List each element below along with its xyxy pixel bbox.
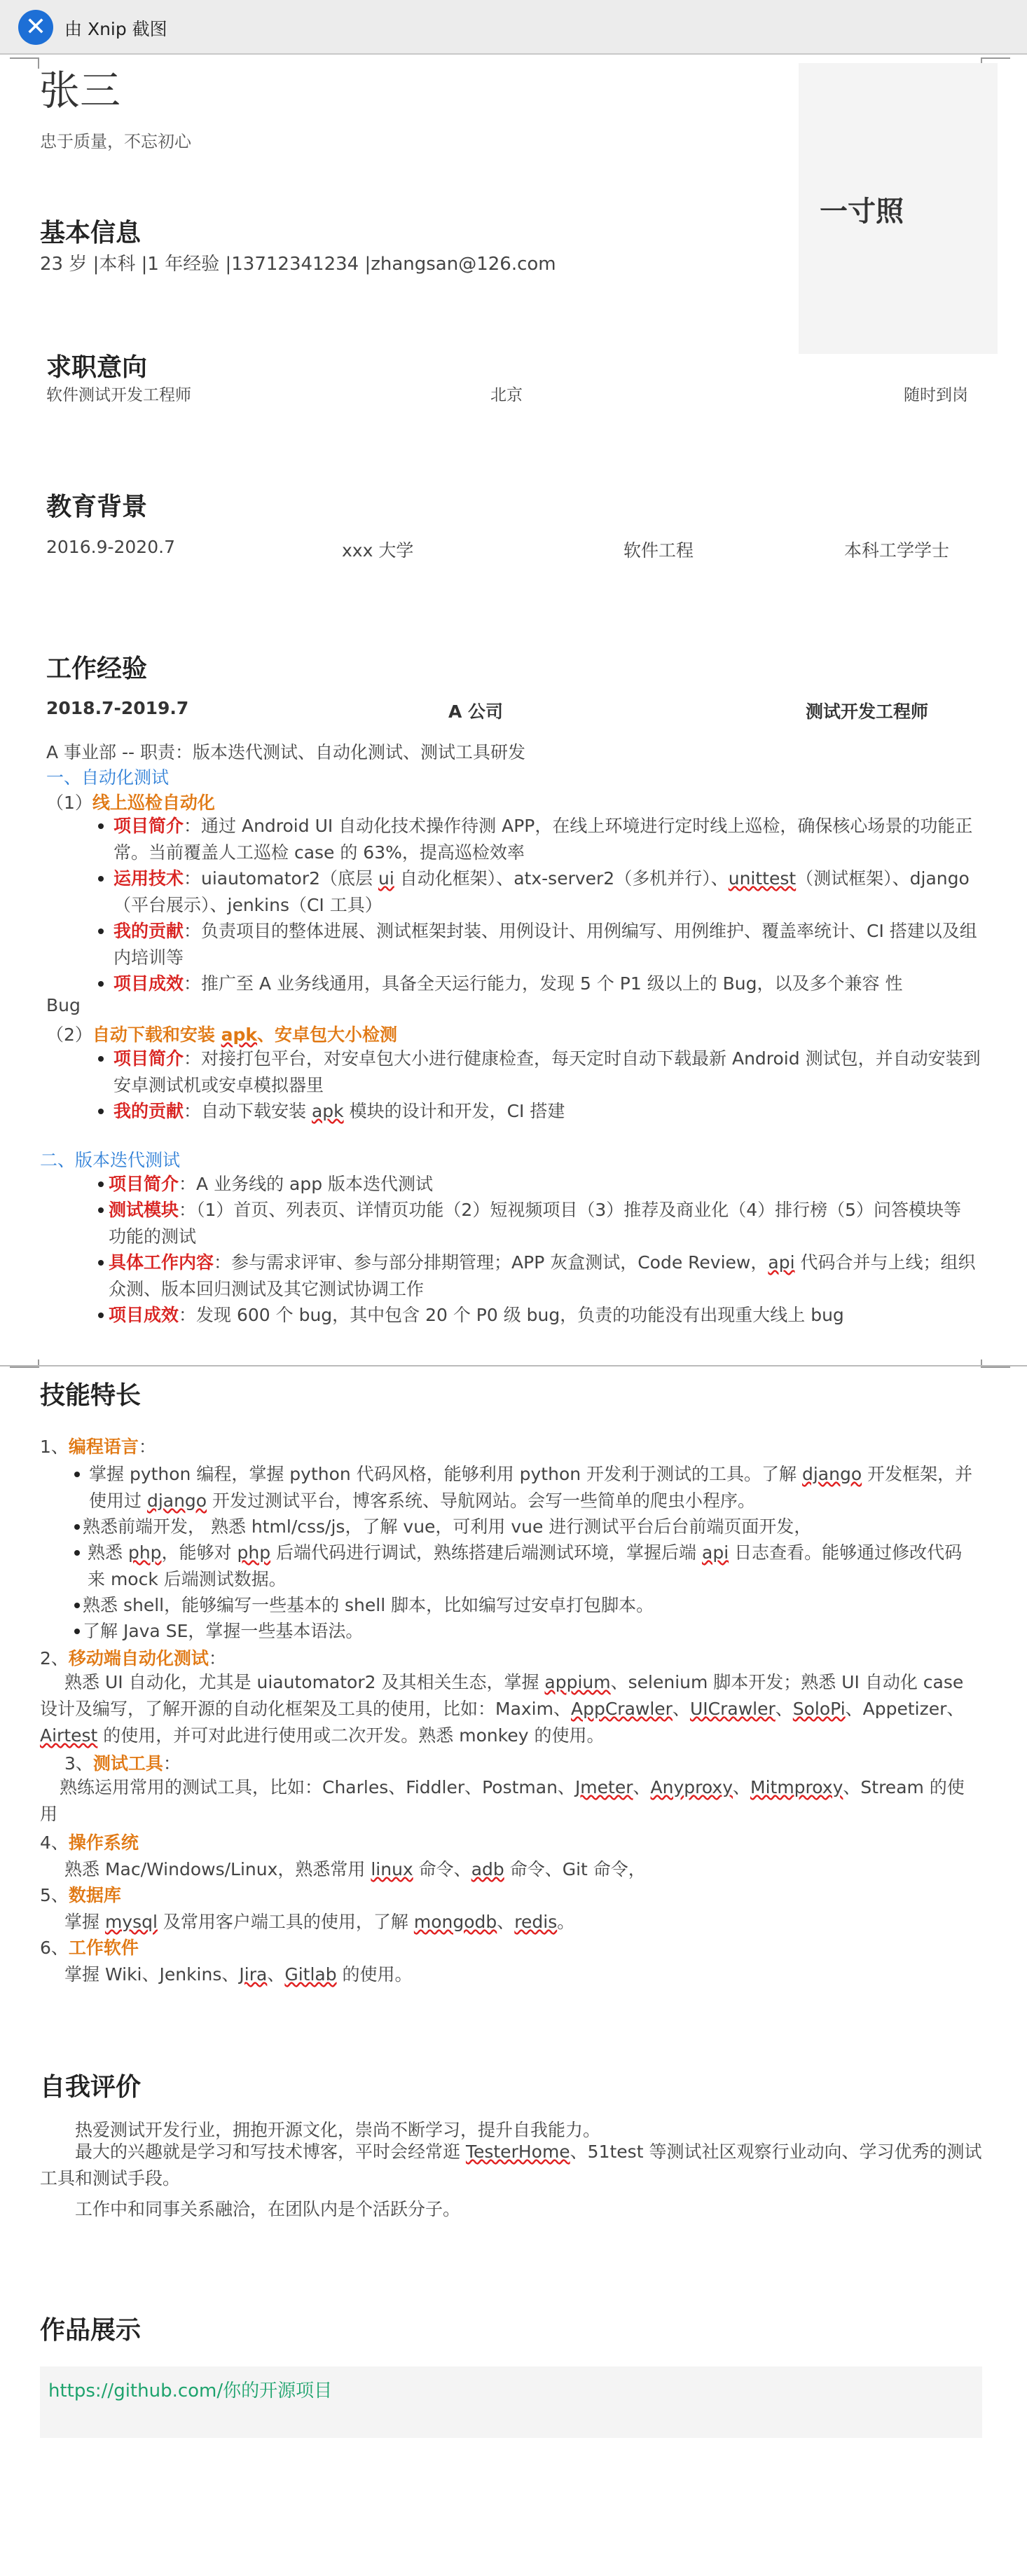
work-role: 测试开发工程师: [806, 701, 929, 722]
bullet: [98, 1313, 104, 1318]
work-company: A 公司: [448, 701, 504, 722]
project1-intro: [113, 813, 982, 866]
item-text: 、: [672, 1699, 690, 1719]
page-corner-mark: [10, 1359, 39, 1368]
page-break-line: [0, 1365, 1027, 1366]
section-heading-education: 教育背景: [46, 493, 148, 521]
bullet: [98, 1109, 104, 1114]
item-text: 掌握 python 编程，掌握 python 代码风格，能够利用 python 开发利于测试的工具。了解: [89, 1464, 802, 1484]
item-label: 项目成效: [109, 1305, 179, 1325]
item-text: 的使用，并可对此进行使用或二次开发。熟悉 monkey 的使用。: [97, 1725, 605, 1746]
item-text: 最大的兴趣就是学习和写技术博客，平时会经常逛: [75, 2142, 466, 2162]
skill4-heading: [40, 1829, 139, 1854]
basic-info-line: 23 岁 |本科 |1 年经验 |13712341234 |zhangsan@126.com: [40, 254, 556, 275]
item-text: ：发现 600 个 bug，其中包含 20 个 P0 级 bug，负责的功能没有出现重大线上 bug: [179, 1305, 844, 1325]
skill-number: 3、: [64, 1753, 93, 1774]
item-text: ：负责项目的整体进展、测试框架封装、用例设计、用例编写、用例维护、覆盖率统计、CI 搭建以及组内培训等: [113, 921, 977, 968]
item-text: 、: [633, 1777, 651, 1797]
education-major: 软件工程: [623, 540, 694, 561]
item-text: ：自动下载安装: [184, 1101, 312, 1121]
item-label: 项目成效: [113, 973, 184, 994]
bullet: [98, 823, 104, 829]
item-text: Jmeter: [574, 1777, 633, 1797]
item-text: TesterHome: [465, 2142, 570, 2162]
photo-label: 一寸照: [820, 196, 904, 228]
project1-prefix: （1）: [46, 793, 92, 813]
item-text: ：uiautomator2（底层: [184, 868, 378, 889]
section-heading-skills: 技能特长: [40, 1381, 142, 1410]
project2-contribution: [113, 1098, 982, 1125]
version-modules: [109, 1197, 970, 1250]
skill-colon: ：: [208, 1648, 226, 1669]
self-eval-line3: 工作中和同事关系融洽，在团队内是个活跃分子。: [75, 2199, 461, 2219]
item-text: ，能够对: [161, 1542, 237, 1563]
skill4-text: [64, 1856, 646, 1881]
item-text: 、: [497, 1912, 515, 1932]
item-text: Jira: [239, 1964, 268, 1985]
project1-title: 线上巡检自动化: [92, 793, 215, 813]
version-work: [109, 1249, 977, 1303]
item-text: api: [768, 1252, 795, 1273]
item-text: php: [127, 1542, 162, 1563]
window-title-bar: [0, 0, 1027, 55]
item-text: 、Stream 的使用: [40, 1777, 965, 1824]
item-text: apk: [311, 1101, 344, 1121]
education-school: xxx 大学: [342, 540, 414, 561]
item-text: 熟悉前端开发， 熟悉 html/css/js，了解 vue，可利用 vue 进行测试平台后台前端页面开发，: [83, 1516, 812, 1537]
resume-name: 张三: [39, 67, 121, 114]
item-text: 开发框架，并使用过: [89, 1464, 973, 1511]
item-text: 、: [733, 1777, 751, 1797]
works-link-box: [40, 2366, 982, 2438]
item-text: ：推广至 A 业务线通用，具备全天运行能力，发现 5 个 P1 级以上的 Bug，以及多个兼容 性: [184, 973, 903, 994]
item-text: django: [146, 1491, 207, 1511]
item-text: ：A 业务线的 app 版本迭代测试: [179, 1174, 434, 1194]
skill-title: 测试工具: [92, 1753, 163, 1774]
window-title: 由 Xnip 截图: [64, 19, 167, 39]
skill-title: 编程语言: [68, 1437, 139, 1457]
item-text: linux: [371, 1859, 413, 1879]
page-corner-mark: [981, 1359, 1010, 1368]
skill-title: 操作系统: [68, 1832, 139, 1853]
bullet: [74, 1603, 80, 1608]
item-text: （测试框架）、django（平台展示）、jenkins（CI 工具）: [113, 868, 970, 915]
item-text: 熟练运用常用的测试工具，比如：Charles、Fiddler、Postman、: [60, 1777, 575, 1797]
item-label: 测试模块: [109, 1200, 179, 1220]
project2-prefix: （2）: [46, 1025, 92, 1045]
item-text: Gitlab: [284, 1964, 337, 1985]
skill-colon: ：: [138, 1437, 156, 1457]
skill1-shell: [83, 1592, 972, 1619]
skill-title: 数据库: [68, 1885, 121, 1905]
item-text: 。: [557, 1912, 575, 1932]
version-intro: [109, 1171, 977, 1198]
version-result: [109, 1302, 977, 1329]
bullet: [98, 929, 104, 934]
bullet: [98, 1181, 104, 1187]
item-text: 命令、: [413, 1859, 471, 1879]
item-text: 掌握 Wiki、Jenkins、: [64, 1964, 240, 1985]
section-heading-self-eval: 自我评价: [40, 2073, 142, 2102]
item-text: 、51test 等测试社区观察行业动向、学习优秀的测试工具和测试手段。: [40, 2142, 982, 2188]
item-text: api: [702, 1542, 729, 1563]
skill6-heading: [40, 1934, 139, 1959]
skill-title: 工作软件: [68, 1938, 139, 1958]
skill-number: 4、: [40, 1832, 69, 1853]
item-text: 自动化框架）、atx-server2（多机并行）、: [394, 868, 729, 889]
skill-number: 5、: [40, 1885, 69, 1905]
item-text: 了解 Java SE，掌握一些基本语法。: [83, 1621, 364, 1641]
item-text: 熟悉 UI 自动化，尤其是 uiautomator2 及其相关生态，掌握: [64, 1672, 545, 1692]
xnip-logo-icon: ✕: [18, 10, 53, 45]
item-text: php: [237, 1542, 271, 1563]
item-label: 我的贡献: [113, 921, 184, 941]
item-text: ui: [378, 868, 394, 889]
skill-number: 6、: [40, 1938, 69, 1958]
work-section1-title: 一、自动化测试: [46, 767, 170, 788]
self-eval-line1: 热爱测试开发行业，拥抱开源文化，崇尚不断学习，提升自我能力。: [75, 2120, 601, 2140]
item-text: 熟悉 shell，能够编写一些基本的 shell 脚本，比如编写过安卓打包脚本。: [83, 1595, 654, 1615]
item-text: 熟悉: [88, 1542, 128, 1563]
item-text: unittest: [728, 868, 797, 889]
item-text: adb: [471, 1859, 504, 1879]
item-text: ：参与需求评审、参与部分排期管理；APP 灰盒测试，Code Review，: [214, 1252, 768, 1273]
skill-number: 2、: [40, 1648, 69, 1669]
item-text: Anyproxy: [650, 1777, 733, 1797]
project1-heading: [46, 789, 215, 814]
item-text: 及常用客户端工具的使用，了解: [157, 1912, 414, 1932]
work-section2-title: 二、版本迭代测试: [40, 1150, 181, 1170]
item-text: 、: [775, 1699, 793, 1719]
item-text: 的使用。: [336, 1964, 413, 1985]
item-text: UICrawler: [689, 1699, 776, 1719]
section-heading-work: 工作经验: [46, 655, 148, 683]
bullet: [74, 1550, 80, 1556]
item-text: 、: [267, 1964, 285, 1985]
item-text: 、Appetizer、: [845, 1699, 965, 1719]
intent-availability: 随时到岗: [904, 386, 968, 404]
item-text: 代码合并与上线；组织众测、版本回归测试及其它测试协调工作: [109, 1252, 976, 1299]
item-label: 我的贡献: [113, 1101, 184, 1121]
intent-city: 北京: [490, 386, 523, 404]
section-heading-intent: 求职意向: [46, 353, 148, 382]
section-heading-basic: 基本信息: [40, 219, 142, 247]
item-text: 、selenium 脚本开发；熟悉 UI 自动化 case 设计及编写，了解开源的自动化框架及工具的使用，比如：Maxim、: [40, 1672, 964, 1719]
bullet: [98, 876, 104, 882]
skill5-heading: [40, 1882, 121, 1907]
project1-result: [113, 971, 982, 997]
self-eval-line2: [40, 2139, 986, 2192]
item-text: ：通过 Android UI 自动化技术操作待测 APP，在线上环境进行定时线上巡检，确保核心场景的功能正常。当前覆盖人工巡检 case 的 63%，提高巡检效率: [113, 816, 973, 863]
item-text: AppCrawler: [571, 1699, 673, 1719]
item-label: 项目简介: [113, 816, 184, 836]
item-text: Airtest: [40, 1725, 98, 1746]
photo-placeholder: [799, 63, 998, 354]
bullet: [74, 1524, 80, 1530]
project1-contribution: [113, 918, 982, 971]
bullet: [74, 1472, 80, 1477]
work-period: 2018.7-2019.7: [46, 698, 189, 718]
education-degree: 本科工学学士: [844, 540, 950, 561]
skill1-heading: [40, 1433, 156, 1458]
item-text: 模块的设计和开发，CI 搭建: [343, 1101, 565, 1121]
item-text: 命令、Git 命令，: [504, 1859, 646, 1879]
skill5-text: [64, 1908, 574, 1933]
bullet: [98, 1056, 104, 1062]
project2-title: apk: [221, 1025, 258, 1045]
project1-tech: [113, 865, 982, 919]
skill6-text: [64, 1961, 413, 1986]
project2-heading: [46, 1021, 397, 1046]
project2-intro: [113, 1046, 982, 1099]
project1-result-tail: Bug: [46, 995, 81, 1015]
skill3-text: [40, 1774, 965, 1828]
education-period: 2016.9-2020.7: [46, 537, 175, 557]
project2-title: 、安卓包大小检测: [257, 1025, 398, 1045]
bullet: [98, 1260, 104, 1266]
skill-colon: ：: [163, 1753, 181, 1774]
item-text: Mitmproxy: [750, 1777, 843, 1797]
skill2-heading: [40, 1645, 226, 1670]
bullet: [98, 1207, 104, 1213]
skill2-text: [40, 1669, 986, 1749]
item-text: 掌握: [64, 1912, 105, 1932]
work-dept: A 事业部 -- 职责：版本迭代测试、自动化测试、测试工具研发: [46, 742, 525, 762]
item-text: 开发过测试平台，博客系统、导航网站。会写一些简单的爬虫小程序。: [207, 1491, 756, 1511]
item-text: mongodb: [413, 1912, 497, 1932]
item-text: ：（1）首页、列表页、详情页功能（2）短视频项目（3）推荐及商业化（4）排行榜（5）问答模块等功能的测试: [109, 1200, 962, 1247]
intent-position: 软件测试开发工程师: [46, 386, 191, 404]
item-label: 项目简介: [113, 1048, 184, 1069]
skill3-heading: [64, 1750, 181, 1775]
item-text: redis: [514, 1912, 558, 1932]
page-corner-mark: [10, 57, 39, 69]
works-link[interactable]: https://github.com/你的开源项目: [48, 2380, 333, 2402]
item-label: 具体工作内容: [109, 1252, 214, 1273]
project2-title: 自动下载和安装: [92, 1025, 221, 1045]
skill1-php: [88, 1540, 970, 1593]
item-text: 后端代码进行调试，熟练搭建后端测试环境，掌握后端: [270, 1542, 702, 1563]
item-text: mysql: [104, 1912, 158, 1932]
item-label: 项目简介: [109, 1174, 179, 1194]
bullet: [74, 1629, 80, 1634]
skill-title: 移动端自动化测试: [68, 1648, 209, 1669]
item-text: django: [801, 1464, 862, 1484]
item-label: 运用技术: [113, 868, 184, 889]
skill1-frontend: [83, 1514, 972, 1540]
item-text: appium: [544, 1672, 611, 1692]
section-heading-works: 作品展示: [40, 2316, 142, 2345]
skill-number: 1、: [40, 1437, 69, 1457]
item-text: SoloPi: [792, 1699, 846, 1719]
skill1-python: [89, 1461, 979, 1514]
item-text: ：对接打包平台，对安卓包大小进行健康检查，每天定时自动下载最新 Android 测试包，并自动安装到安卓测试机或安卓模拟器里: [113, 1048, 981, 1095]
skill1-java: [83, 1618, 972, 1645]
item-text: 熟悉 Mac/Windows/Linux，熟悉常用: [64, 1859, 371, 1879]
resume-motto: 忠于质量，不忘初心: [40, 132, 191, 151]
bullet: [98, 981, 104, 987]
item-text: 日志查看。能够通过修改代码来 mock 后端测试数据。: [88, 1542, 963, 1589]
